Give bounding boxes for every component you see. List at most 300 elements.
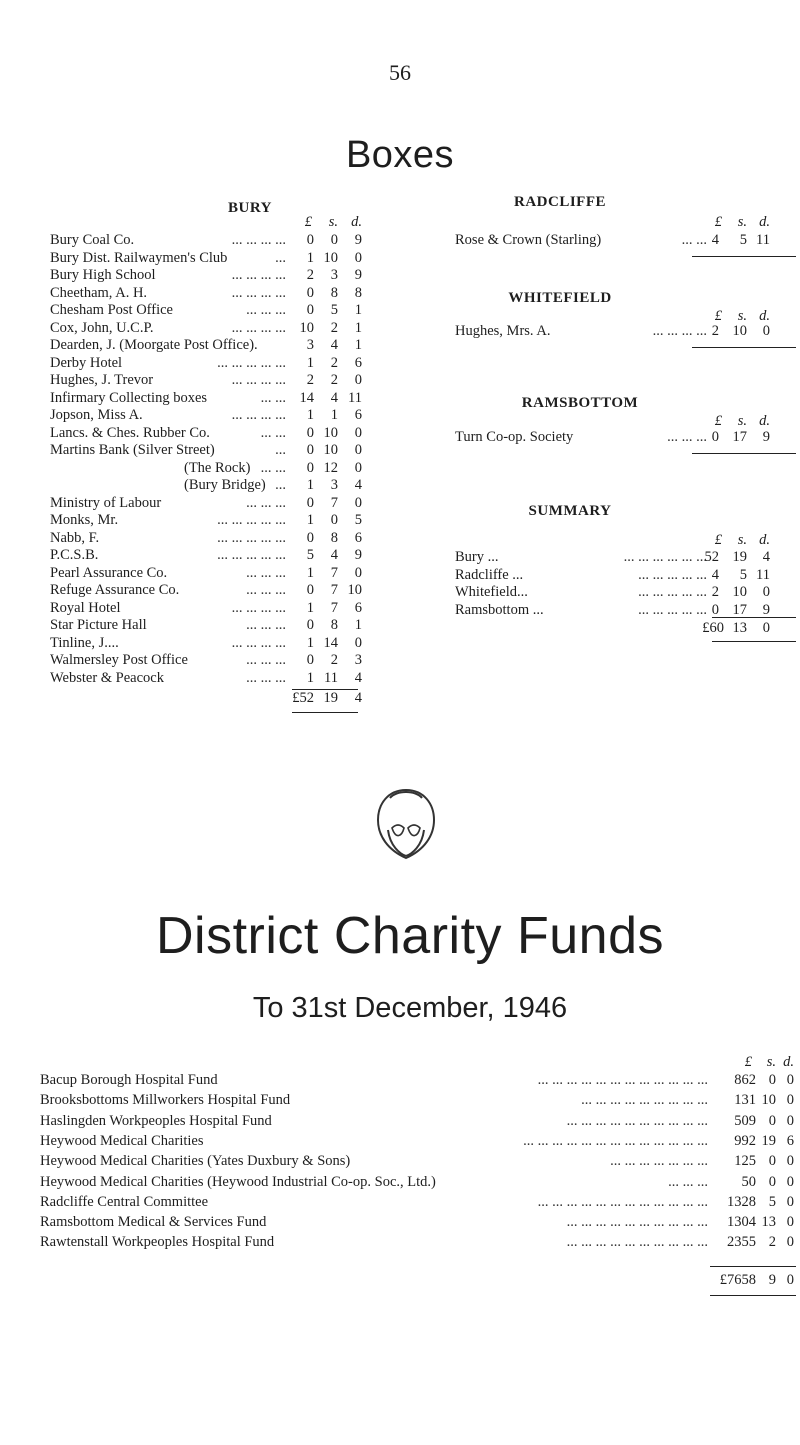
- leader-dots: ... ... ... ...: [231, 407, 286, 423]
- pounds-value: 509: [734, 1112, 756, 1129]
- pounds-value: 1328: [727, 1193, 756, 1210]
- ledger-row: [50, 512, 380, 529]
- shillings-value: 11: [324, 669, 338, 686]
- ledger-row: [50, 582, 380, 599]
- pence-value: 6: [354, 354, 362, 371]
- pounds-header: £: [714, 413, 722, 429]
- pence-value: 0: [354, 372, 362, 388]
- leader-dots: ... ... ... ... ... ...: [623, 549, 707, 565]
- ledger-row: [50, 652, 380, 669]
- ledger-row: [455, 549, 800, 566]
- entry-name: P.C.S.B.: [50, 547, 99, 563]
- pounds-value: 0: [306, 442, 314, 458]
- ledger-row: [455, 567, 800, 584]
- entry-name: Dearden, J. (Moorgate Post Office).: [50, 337, 258, 353]
- entry-name: Cox, John, U.C.P.: [50, 319, 154, 336]
- summary-total-pounds: £60: [702, 620, 724, 636]
- shillings-value: 4: [330, 389, 338, 406]
- pounds-value: 3: [306, 337, 314, 353]
- pounds-value: 0: [306, 652, 314, 668]
- pounds-value: 0: [306, 284, 314, 301]
- ledger-row: [50, 267, 380, 284]
- district-money-header: [40, 1054, 800, 1074]
- pence-value: 0: [786, 1092, 794, 1109]
- shillings-value: 10: [732, 584, 747, 600]
- leader-dots: ... ...: [260, 424, 286, 441]
- pence-value: 4: [762, 549, 770, 565]
- pence-value: 4: [354, 477, 362, 493]
- pounds-header: £: [714, 532, 722, 548]
- pence-value: 6: [354, 529, 362, 546]
- shillings-header: s.: [766, 1054, 776, 1070]
- entry-name: Brooksbottoms Millworkers Hospital Fund: [40, 1092, 291, 1109]
- ledger-row: [50, 635, 380, 652]
- district-title: District Charity Funds: [156, 907, 664, 965]
- entry-name: Bury Dist. Railwaymen's Club: [50, 249, 228, 266]
- shillings-value: 19: [732, 549, 747, 565]
- shillings-value: 2: [330, 319, 338, 336]
- pounds-value: 125: [734, 1153, 756, 1170]
- ledger-row: [50, 250, 380, 267]
- pence-value: 0: [786, 1214, 794, 1231]
- shillings-value: 10: [323, 424, 338, 441]
- leader-dots: ... ... ... ...: [231, 634, 286, 651]
- entry-name: Royal Hotel: [50, 599, 121, 616]
- ledger-row: [40, 1113, 800, 1130]
- pounds-value: 0: [306, 494, 314, 511]
- leader-dots: ... ... ... ... ...: [217, 512, 286, 528]
- entry-name: Bacup Borough Hospital Fund: [40, 1072, 218, 1088]
- entry-name: Turn Co-op. Society: [455, 429, 574, 445]
- leader-dots: ... ...: [260, 459, 286, 476]
- ledger-row: [40, 1072, 800, 1089]
- summary-total-shillings: 13: [732, 620, 747, 636]
- ledger-row: [50, 390, 380, 407]
- pence-value: 9: [762, 429, 770, 445]
- entry-name: Walmersley Post Office: [50, 652, 188, 668]
- pounds-value: 14: [299, 389, 314, 406]
- summary-heading: SUMMARY: [528, 503, 612, 519]
- pounds-value: 50: [741, 1173, 756, 1190]
- pounds-value: 2: [711, 584, 719, 600]
- ledger-row: [50, 407, 380, 424]
- pounds-header: £: [304, 214, 312, 230]
- radcliffe-rule: [692, 256, 796, 257]
- ledger-row: [50, 425, 380, 442]
- page-title: Boxes: [345, 134, 455, 176]
- ledger-row: [40, 1194, 800, 1211]
- shillings-value: 17: [732, 601, 747, 618]
- leader-dots: ... ... ... ...: [231, 599, 286, 616]
- pence-value: 0: [786, 1173, 794, 1190]
- pounds-value: 2: [711, 323, 719, 339]
- pounds-value: 1: [306, 354, 314, 371]
- entry-name: Rose & Crown (Starling): [455, 232, 602, 248]
- ledger-row: [50, 565, 380, 582]
- leader-dots: ... ... ... ...: [231, 267, 286, 283]
- ledger-row: [50, 670, 380, 687]
- entry-name: Jopson, Miss A.: [50, 407, 143, 423]
- leader-dots: ... ... ...: [668, 1173, 708, 1190]
- pence-value: 0: [786, 1234, 794, 1251]
- whitefield-rule: [692, 347, 796, 348]
- pounds-header: £: [744, 1054, 752, 1070]
- pence-value: 6: [354, 599, 362, 616]
- pounds-value: 0: [711, 429, 719, 445]
- shillings-value: 1: [330, 407, 338, 423]
- leader-dots: ... ... ... ... ... ... ... ... ...: [581, 1092, 708, 1109]
- pence-value: 0: [354, 564, 362, 581]
- shillings-value: 10: [761, 1092, 776, 1109]
- ledger-row: [50, 547, 380, 564]
- ramsbottom-heading: RAMSBOTTOM: [521, 395, 639, 411]
- shillings-header: s.: [737, 532, 747, 548]
- shillings-value: 5: [768, 1193, 776, 1210]
- shillings-value: 14: [323, 634, 338, 651]
- ledger-row: [50, 617, 380, 634]
- bury-total-shillings: 19: [323, 690, 338, 706]
- pounds-value: 1: [306, 249, 314, 266]
- shillings-value: 8: [330, 529, 338, 546]
- shillings-value: 10: [323, 442, 338, 458]
- ledger-row: [40, 1133, 800, 1150]
- ledger-row: [455, 602, 800, 619]
- shillings-header: s.: [737, 214, 747, 230]
- shillings-value: 7: [330, 494, 338, 511]
- pounds-value: 1: [306, 477, 314, 493]
- leader-dots: ... ... ...: [246, 564, 286, 581]
- summary-total-rule: [712, 617, 796, 618]
- pence-value: 0: [786, 1072, 794, 1088]
- pence-value: 6: [354, 407, 362, 423]
- bury-total-row: [50, 690, 380, 710]
- pence-value: 1: [354, 302, 362, 318]
- pence-header: d.: [759, 214, 770, 230]
- pounds-value: 0: [306, 459, 314, 476]
- entry-name: Whitefield...: [455, 584, 528, 600]
- pence-value: 0: [354, 424, 362, 441]
- entry-name: Pearl Assurance Co.: [50, 564, 168, 581]
- entry-name: Heywood Medical Charities (Heywood Industrial Co-op. Soc., Ltd.): [40, 1173, 436, 1190]
- bury-money-header: [50, 214, 430, 234]
- summary-total-underline: [712, 641, 796, 642]
- entry-name: Tinline, J....: [50, 634, 119, 651]
- pounds-value: 131: [734, 1092, 756, 1109]
- pounds-value: 0: [306, 232, 314, 248]
- district-total-underline: [710, 1295, 796, 1296]
- leader-dots: ...: [275, 477, 286, 493]
- summary-total-pence: 0: [762, 620, 770, 636]
- pounds-value: 2355: [727, 1234, 756, 1251]
- ledger-row: [455, 232, 800, 249]
- shillings-header: s.: [328, 214, 338, 230]
- bury-total-underline: [292, 712, 358, 713]
- district-total-pounds: £7658: [719, 1272, 756, 1288]
- pounds-value: 4: [711, 566, 719, 583]
- ledger-row: [40, 1153, 800, 1170]
- pounds-value: 862: [734, 1072, 756, 1088]
- entry-name: Radcliffe ...: [455, 566, 524, 583]
- pounds-value: 992: [734, 1132, 756, 1149]
- entry-name: (The Rock): [184, 459, 251, 476]
- pounds-value: 1: [306, 564, 314, 581]
- leader-dots: ... ... ...: [667, 429, 707, 445]
- leader-dots: ... ... ...: [246, 617, 286, 633]
- shillings-value: 0: [768, 1173, 776, 1190]
- entry-name: Hughes, Mrs. A.: [455, 323, 551, 339]
- leader-dots: ... ... ...: [246, 669, 286, 686]
- district-subtitle: To 31st December, 1946: [252, 992, 568, 1024]
- pounds-value: 52: [704, 549, 719, 565]
- pence-value: 1: [354, 337, 362, 353]
- pence-header: d.: [759, 413, 770, 429]
- pence-value: 9: [354, 232, 362, 248]
- leader-dots: ... ... ... ... ... ... ...: [610, 1153, 708, 1170]
- leader-dots: ... ... ... ...: [231, 319, 286, 336]
- pence-value: 0: [354, 494, 362, 511]
- pence-value: 1: [354, 617, 362, 633]
- pence-value: 3: [354, 652, 362, 668]
- bury-heading: BURY: [228, 200, 272, 216]
- entry-name: Bury ...: [455, 549, 499, 565]
- entry-name: Rawtenstall Workpeoples Hospital Fund: [40, 1234, 275, 1251]
- leader-dots: ... ... ... ... ...: [638, 566, 707, 583]
- entry-name: Chesham Post Office: [50, 302, 173, 318]
- shillings-value: 10: [732, 323, 747, 339]
- shillings-value: 2: [330, 372, 338, 388]
- entry-name: Hughes, J. Trevor: [50, 372, 154, 388]
- entry-name: Heywood Medical Charities (Yates Duxbury & Sons): [40, 1153, 351, 1170]
- shillings-value: 3: [330, 477, 338, 493]
- pounds-value: 0: [306, 302, 314, 318]
- shillings-value: 0: [768, 1112, 776, 1129]
- pence-value: 4: [354, 669, 362, 686]
- pounds-value: 1: [306, 599, 314, 616]
- district-total-rule: [710, 1266, 796, 1267]
- pence-value: 11: [756, 232, 770, 248]
- pounds-value: 1304: [727, 1214, 756, 1231]
- pence-value: 0: [354, 634, 362, 651]
- pounds-value: 4: [711, 232, 719, 248]
- pence-value: 0: [354, 442, 362, 458]
- pounds-value: 2: [306, 372, 314, 388]
- leader-dots: ... ... ... ... ...: [638, 584, 707, 600]
- pence-value: 11: [756, 566, 770, 583]
- entry-name: Derby Hotel: [50, 354, 123, 371]
- bury-total-pounds: £52: [292, 690, 314, 706]
- pence-value: 8: [354, 284, 362, 301]
- ledger-row: [455, 584, 800, 601]
- ramsbottom-rule: [692, 453, 796, 454]
- pounds-value: 0: [306, 582, 314, 598]
- shillings-header: s.: [737, 413, 747, 429]
- pence-value: 9: [762, 601, 770, 618]
- leader-dots: ... ... ... ...: [652, 323, 707, 339]
- leader-dots: ... ... ...: [246, 494, 286, 511]
- entry-name: Radcliffe Central Committee: [40, 1193, 209, 1210]
- bury-total-pence: 4: [354, 690, 362, 706]
- shillings-value: 2: [330, 652, 338, 668]
- entry-name: Nabb, F.: [50, 529, 100, 546]
- pence-header: d.: [759, 308, 770, 324]
- leader-dots: ... ... ... ...: [231, 372, 286, 388]
- shillings-value: 7: [330, 582, 338, 598]
- page-number: 56: [389, 60, 411, 85]
- entry-name: Monks, Mr.: [50, 512, 119, 528]
- entry-name: (Bury Bridge): [184, 477, 266, 493]
- shillings-value: 7: [330, 599, 338, 616]
- entry-name: Bury High School: [50, 267, 156, 283]
- shillings-value: 10: [323, 249, 338, 266]
- pounds-value: 1: [306, 669, 314, 686]
- shillings-value: 2: [330, 354, 338, 371]
- shillings-value: 8: [330, 284, 338, 301]
- pence-value: 0: [354, 459, 362, 476]
- ledger-row: [50, 460, 380, 477]
- entry-name: Star Picture Hall: [50, 617, 147, 633]
- shillings-value: 0: [768, 1072, 776, 1088]
- pence-value: 10: [347, 582, 362, 598]
- pounds-value: 10: [299, 319, 314, 336]
- district-total-shillings: 9: [768, 1272, 776, 1288]
- pence-header: d.: [351, 214, 362, 230]
- shillings-value: 19: [761, 1132, 776, 1149]
- pence-header: d.: [783, 1054, 794, 1070]
- entry-name: Ramsbottom ...: [455, 601, 544, 618]
- leader-dots: ...: [275, 442, 286, 458]
- pence-value: 0: [786, 1112, 794, 1129]
- ledger-row: [50, 495, 380, 512]
- pence-value: 0: [762, 584, 770, 600]
- leader-dots: ... ... ... ... ...: [217, 547, 286, 563]
- pounds-value: 0: [306, 529, 314, 546]
- ledger-row: [50, 337, 380, 354]
- leader-dots: ... ... ... ... ... ... ... ... ... ...: [566, 1234, 708, 1251]
- pence-value: 1: [354, 319, 362, 336]
- leader-dots: ... ... ...: [246, 582, 286, 598]
- ledger-row: [40, 1214, 800, 1231]
- ledger-row: [50, 600, 380, 617]
- leader-dots: ... ... ... ... ... ... ... ... ... ...: [566, 1112, 708, 1129]
- ledger-row: [50, 355, 380, 372]
- ledger-row: [50, 302, 380, 319]
- entry-name: Martins Bank (Silver Street): [50, 442, 215, 458]
- entry-name: Heywood Medical Charities: [40, 1132, 204, 1149]
- leader-dots: ...: [275, 249, 286, 266]
- whitefield-heading: WHITEFIELD: [508, 290, 612, 306]
- ledger-row: [455, 323, 800, 340]
- leader-dots: ... ... ... ... ... ... ... ... ... ... ... ...: [537, 1072, 708, 1088]
- pounds-value: 5: [306, 547, 314, 563]
- pounds-value: 2: [306, 267, 314, 283]
- pence-value: 5: [354, 512, 362, 528]
- leader-dots: ... ... ... ... ...: [638, 601, 707, 618]
- shillings-value: 0: [768, 1153, 776, 1170]
- ledger-row: [40, 1174, 800, 1191]
- pounds-value: 1: [306, 634, 314, 651]
- leader-dots: ... ... ... ... ... ... ... ... ... ... ... ...: [537, 1193, 708, 1210]
- entry-name: Cheetham, A. H.: [50, 284, 148, 301]
- shillings-value: 12: [323, 459, 338, 476]
- pence-value: 9: [354, 267, 362, 283]
- leader-dots: ... ... ...: [246, 302, 286, 318]
- pence-value: 11: [348, 389, 362, 406]
- entry-name: Haslingden Workpeoples Hospital Fund: [40, 1112, 272, 1129]
- ledger-row: [50, 372, 380, 389]
- pence-header: d.: [759, 532, 770, 548]
- shillings-value: 4: [330, 337, 338, 353]
- leader-dots: ... ... ... ...: [231, 284, 286, 301]
- entry-name: Ministry of Labour: [50, 494, 162, 511]
- pounds-value: 0: [306, 424, 314, 441]
- district-total-row: [40, 1272, 800, 1292]
- pounds-value: 0: [711, 601, 719, 618]
- pounds-header: £: [714, 214, 722, 230]
- decorative-emblem-icon: [366, 784, 446, 869]
- pence-value: 0: [354, 249, 362, 266]
- ledger-row: [50, 232, 380, 249]
- leader-dots: ... ... ... ... ...: [217, 529, 286, 546]
- leader-dots: ... ... ... ... ... ... ... ... ... ...: [566, 1214, 708, 1231]
- entry-name: Infirmary Collecting boxes: [50, 389, 208, 406]
- pounds-header: £: [714, 308, 722, 324]
- shillings-value: 0: [330, 232, 338, 248]
- leader-dots: ... ... ... ...: [231, 232, 286, 248]
- pence-value: 6: [786, 1132, 794, 1149]
- pounds-value: 0: [306, 617, 314, 633]
- shillings-header: s.: [737, 308, 747, 324]
- shillings-value: 17: [732, 429, 747, 445]
- radcliffe-money-header: [440, 214, 800, 234]
- shillings-value: 5: [739, 566, 747, 583]
- ledger-row: [50, 285, 380, 302]
- leader-dots: ... ...: [260, 389, 286, 406]
- shillings-value: 0: [330, 512, 338, 528]
- entry-name: Ramsbottom Medical & Services Fund: [40, 1214, 267, 1231]
- ledger-row: [50, 477, 380, 494]
- ledger-row: [40, 1092, 800, 1109]
- pounds-value: 1: [306, 512, 314, 528]
- pounds-value: 1: [306, 407, 314, 423]
- leader-dots: ... ... ... ... ...: [217, 354, 286, 371]
- shillings-value: 7: [330, 564, 338, 581]
- ledger-row: [50, 442, 380, 459]
- entry-name: Bury Coal Co.: [50, 232, 135, 248]
- ledger-row: [50, 530, 380, 547]
- radcliffe-heading: RADCLIFFE: [513, 194, 606, 210]
- pence-value: 0: [762, 323, 770, 339]
- shillings-value: 3: [330, 267, 338, 283]
- shillings-value: 8: [330, 617, 338, 633]
- entry-name: Refuge Assurance Co.: [50, 582, 180, 598]
- district-total-pence: 0: [786, 1272, 794, 1288]
- leader-dots: ... ... ... ... ... ... ... ... ... ... ... ... ...: [523, 1132, 708, 1149]
- pence-value: 9: [354, 547, 362, 563]
- entry-name: Lancs. & Ches. Rubber Co.: [50, 424, 210, 441]
- leader-dots: ... ...: [681, 232, 707, 248]
- ledger-row: [455, 429, 800, 446]
- shillings-value: 5: [739, 232, 747, 248]
- leader-dots: ... ... ...: [246, 652, 286, 668]
- shillings-value: 5: [330, 302, 338, 318]
- shillings-value: 4: [330, 547, 338, 563]
- pence-value: 0: [786, 1153, 794, 1170]
- pence-value: 0: [786, 1193, 794, 1210]
- ledger-row: [40, 1234, 800, 1251]
- summary-total-row: [440, 620, 800, 640]
- shillings-value: 13: [761, 1214, 776, 1231]
- ledger-row: [50, 320, 380, 337]
